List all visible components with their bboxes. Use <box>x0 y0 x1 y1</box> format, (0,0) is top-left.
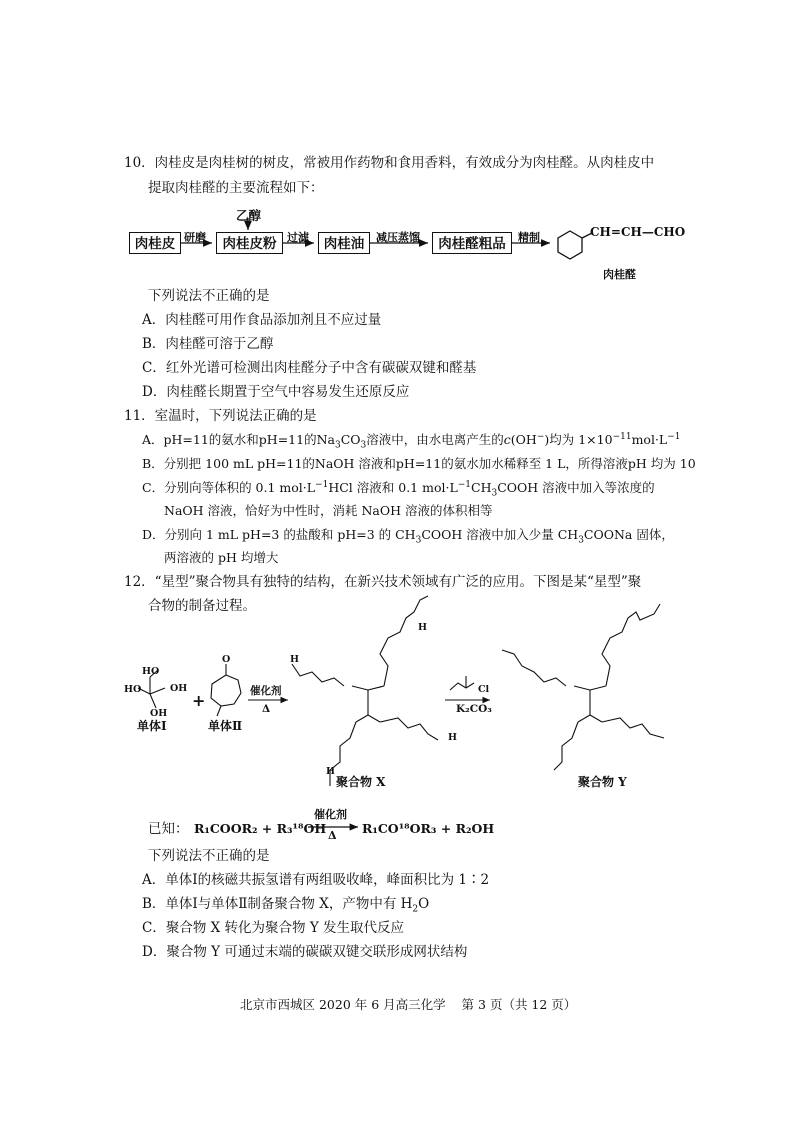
q11-d-text2: COOH 溶液中加入少量 CH <box>421 527 579 542</box>
product-formula: CH=CH—CHO <box>590 225 686 239</box>
q11-option-c-line2: NaOH 溶液，恰好为中性时，消耗 NaOH 溶液的体积相等 <box>164 503 493 518</box>
q11-option-c-line1: C．分别向等体积的 0.1 $mol\cdot L^{-1}HCl$ 溶液和 0.1 $mol\cdot L^{-1}CH_3COOH$ 溶液中加入等浓度的 <box>142 479 655 499</box>
polymerX-h-right: H <box>448 732 457 743</box>
q10-option-a: A．肉桂醛可用作食品添加剂且不应过量 <box>142 312 382 328</box>
step-grind-label: 研磨 <box>184 231 206 244</box>
q11-c-text4: COOH 溶液中加入等浓度的 <box>497 480 655 495</box>
polymerY-structure <box>502 604 664 770</box>
q10-option-d: D．肉桂醛长期置于空气中容易发生还原反应 <box>142 384 410 400</box>
q12-b-text2: O <box>418 896 430 912</box>
q11-stem: 11．室温时，下列说法正确的是 <box>124 408 317 424</box>
monomer2-label: 单体Ⅱ <box>208 719 243 733</box>
svg-text:+: + <box>192 691 206 710</box>
q11-option-a: A．pH=11的氨水和pH=11的$Na_3CO_3$溶液中，由水电离产生的c(OH−)均为 $1\times 10^{-11}mol\cdot L^{-1}$ <box>142 431 681 451</box>
q11-a-text5: (OH <box>510 432 537 447</box>
polymerX-h-bottom: H <box>326 766 335 777</box>
monomer1-label: 单体Ⅰ <box>137 719 167 733</box>
q12-stem-line1: 12．“星型”聚合物具有独特的结构，在新兴技术领域有广泛的应用。下图是某“星型”聚 <box>124 574 642 590</box>
q10-prompt: 下列说法不正确的是 <box>148 288 270 304</box>
q11-a-text7: mol·L <box>631 432 668 447</box>
q11-a-text2: CO <box>340 432 361 447</box>
step-filter-label: 过滤 <box>287 231 309 244</box>
flow-box-cinnamon-oil: 肉桂油 <box>318 232 370 254</box>
q12-option-c: C．聚合物 X 转化为聚合物 Y 发生取代反应 <box>142 920 405 936</box>
acryloyl-cl: Cl <box>478 684 490 695</box>
polymerY-label: 聚合物 Y <box>578 775 627 789</box>
q11-a-text4: c <box>503 432 511 447</box>
q11-option-b: B．分别把 100 mL pH=11的NaOH 溶液和pH=11的氨水加水稀释至 1 L，所得溶液pH 均为 10 <box>142 456 696 471</box>
known-heat: Δ <box>328 829 337 842</box>
q12-option-d: D．聚合物 Y 可通过末端的碳碳双键交联形成网状结构 <box>142 944 468 960</box>
q12-known-rhs: R₁CO¹⁸OR₃ + R₂OH <box>362 821 495 836</box>
q12-prompt: 下列说法不正确的是 <box>148 848 270 864</box>
polymerX-h-left: H <box>290 654 299 665</box>
heat-label-1: Δ <box>262 703 271 715</box>
q11-a-text1: A．pH=11的氨水和pH=11的Na <box>142 432 335 447</box>
monomer1-ho-top: HO <box>142 666 160 677</box>
k2co3-label: K₂CO₃ <box>456 703 492 715</box>
q10-option-c: C．红外光谱可检测出肉桂醛分子中含有碳碳双键和醛基 <box>142 360 477 376</box>
monomer2-structure <box>211 664 241 716</box>
polymerX-structure <box>292 596 438 786</box>
q12-stem-line2: 合物的制备过程。 <box>148 598 256 614</box>
monomer1-oh-right: OH <box>170 683 188 694</box>
monomer1-oh-bottom: OH <box>150 708 168 719</box>
q12-b-text1: B．单体Ⅰ与单体Ⅱ制备聚合物 X，产物中有 H <box>142 896 413 912</box>
q10-stem-line1: 10．肉桂皮是肉桂树的树皮，常被用作药物和食用香料，有效成分为肉桂醛。从肉桂皮中 <box>124 155 655 171</box>
polymerX-h-top: H <box>418 622 427 633</box>
step-distill-label: 减压蒸馏 <box>376 231 420 244</box>
q11-option-d-line1: D．分别向 1 mL pH=3 的盐酸和 pH=3 的 $CH_3COOH$ 溶液中加入少量 $CH_3COONa$ 固体， <box>142 527 674 546</box>
q11-d-text3: COONa 固体， <box>583 527 674 542</box>
q10-option-b: B．肉桂醛可溶于乙醇 <box>142 336 274 352</box>
q12-option-b: B．单体Ⅰ与单体Ⅱ制备聚合物 X，产物中有 $H_2O$ <box>142 896 430 915</box>
polymerX-label: 聚合物 X <box>336 775 386 789</box>
acryloyl-chloride-structure <box>450 676 474 690</box>
q11-a-text6: )均为 1×10 <box>544 432 613 447</box>
q11-c-text2: HCl 溶液和 0.1 mol·L <box>328 480 458 495</box>
monomer1-ho-left: HO <box>124 684 142 695</box>
q10-stem-line2: 提取肉桂醛的主要流程如下： <box>148 180 324 196</box>
reagent-ethanol-label: 乙醇 <box>236 208 262 223</box>
q12-known-lead: 已知： <box>148 821 189 837</box>
step-refine-label: 精制 <box>518 231 540 244</box>
q11-option-d-line2: 两溶液的 pH 均增大 <box>164 550 279 565</box>
flow-box-bark-powder: 肉桂皮粉 <box>216 232 283 254</box>
q12-known-lhs: R₁COOR₂ + R₃¹⁸OH <box>194 821 327 836</box>
flow-box-crude-product: 肉桂醛粗品 <box>432 232 512 254</box>
product-name: 肉桂醛 <box>603 268 636 281</box>
q12-option-a: A．单体Ⅰ的核磁共振氢谱有两组吸收峰，峰面积比为 1∶2 <box>142 872 490 888</box>
known-catalyst: 催化剂 <box>314 808 347 821</box>
q11-d-text1: D．分别向 1 mL pH=3 的盐酸和 pH=3 的 CH <box>142 527 416 542</box>
q11-c-text1: C．分别向等体积的 0.1 mol·L <box>142 480 316 495</box>
q11-c-text3: CH <box>471 480 492 495</box>
q11-a-text3: 溶液中，由水电离产生的 <box>366 432 504 447</box>
flow-box-cinnamon-bark: 肉桂皮 <box>129 232 181 254</box>
svg-text:O: O <box>222 654 231 665</box>
catalyst-label-1: 催化剂 <box>250 685 282 697</box>
page-footer: 北京市西城区 2020 年 6 月高三化学 第 3 页（共 12 页） <box>240 997 577 1012</box>
